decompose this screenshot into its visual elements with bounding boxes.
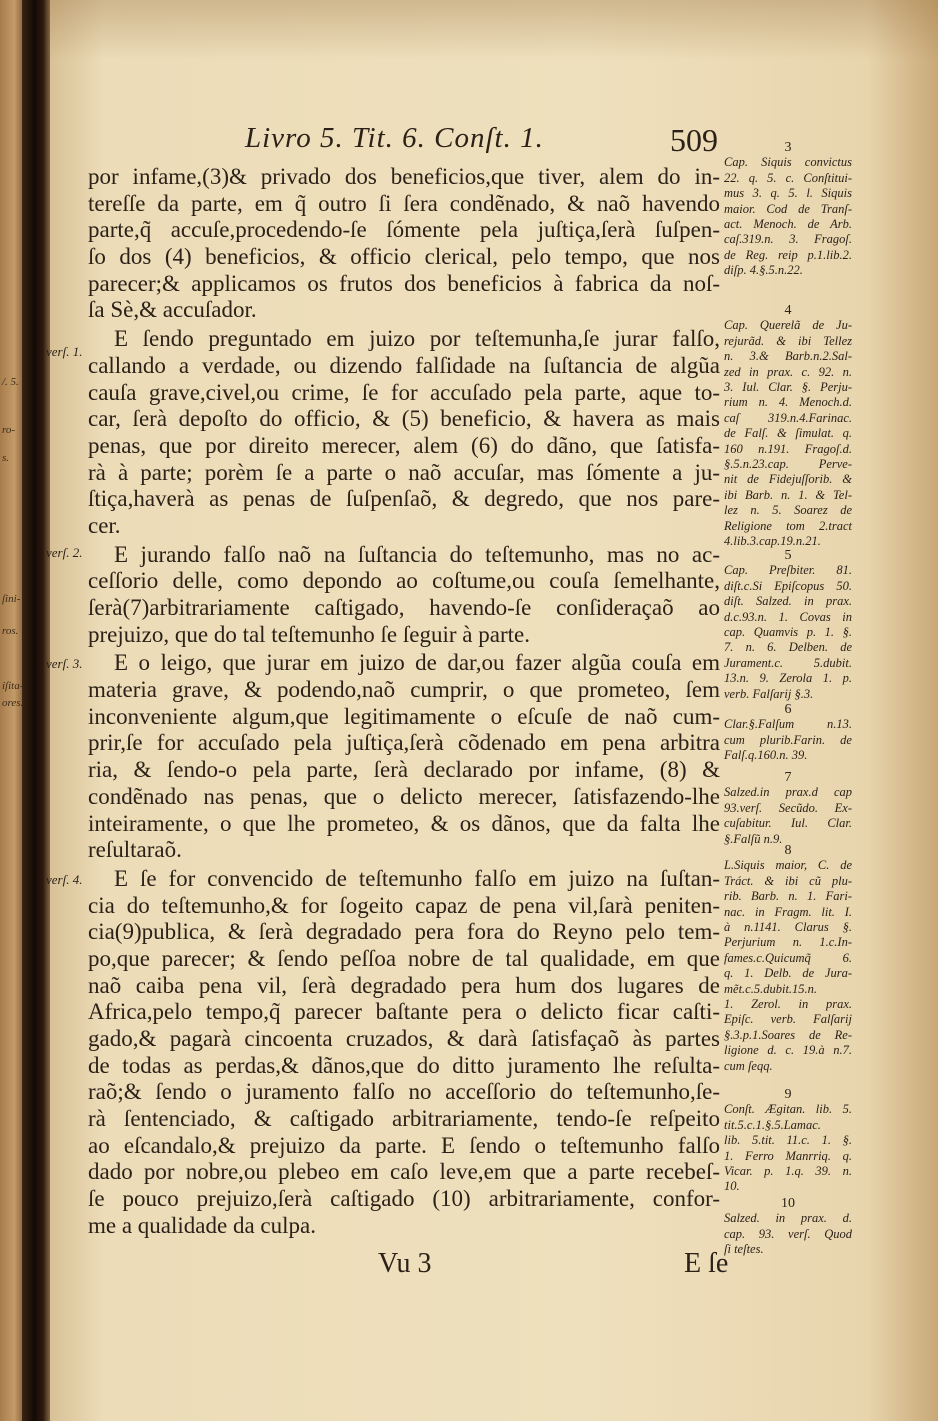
signature-mark: Vu 3 (378, 1248, 432, 1279)
text-line: po,que parecer; & ſendo peſſoa nobre de tal qualidade, em que (88, 945, 720, 971)
note-number: 6 (784, 702, 792, 717)
page-number: 509 (670, 122, 718, 158)
note-line: mẽt.c.5.dubit.15.n. (724, 981, 818, 996)
note-line: cum ſeqq. (724, 1058, 773, 1073)
text-line: inconveniente algum,que legitimamente o eſcuſe de naõ cum- (88, 703, 720, 729)
note-line: diſt.c.Si Epiſcopus 50. (724, 578, 852, 593)
text-line: E jurando falſo naõ na ſuſtancia do teſtemunho, mas no ac- (114, 541, 720, 567)
text-line: rà à parte; porèm ſe a parte o naõ accuſar, mas ſómente a ju- (88, 459, 720, 485)
note-line: act. Menoch. de Arb. (724, 217, 852, 232)
note-line: zed in prax. c. 92. n. (724, 364, 852, 379)
text-line: rà ſentenciado, & caſtigado arbitrariamente, tendo-ſe reſpeito (88, 1106, 720, 1132)
text-line: cia(9)publica, & ſerà degradado pera fora do Reyno pelo tem- (88, 919, 720, 945)
note-number: 8 (784, 843, 792, 858)
facing-page-text-fragment: ſini- (2, 593, 21, 605)
book-gutter (22, 0, 52, 1421)
facing-page-edge (0, 0, 24, 1421)
marginal-note (724, 1087, 852, 1195)
note-line: de Falſ. & ſimulat. q. (724, 426, 852, 441)
note-line: Conſt. Ægitan. lib. 5. (724, 1102, 852, 1117)
facing-page-text-fragment: ros. (2, 625, 19, 637)
versicle-marker: verſ. 3. (46, 656, 83, 671)
note-line: §.3.p.1.Soares de Re- (724, 1027, 852, 1042)
text-line: cer. (88, 512, 121, 538)
note-line: rium n. 4. Menoch.d. (724, 395, 852, 410)
marginal-note (724, 303, 852, 550)
text-line: car, ſerà depoſto do officio, & (5) beneficio, & havera as mais (88, 406, 720, 432)
note-line: cap. 93. verſ. Quod (724, 1226, 852, 1241)
running-title: Livro 5. Tit. 6. Conſt. 1. (245, 122, 544, 154)
note-line: diſt. Salzed. in prax. (724, 594, 852, 609)
text-line: materia grave, & podendo,naõ cumprir, o que prometeo, ſem (88, 677, 720, 703)
paragraph (88, 866, 720, 1240)
note-line: Salzed. in prax. d. (724, 1211, 852, 1226)
note-line: d.c.93.n. 1. Covas in (724, 609, 852, 624)
note-line: nit de Fidejuſſorib. & (724, 472, 852, 487)
note-line: cap. Quamvis p. 1. §. (724, 625, 852, 640)
note-line: 3. Iul. Clar. §. Perju- (724, 380, 852, 395)
paragraph (88, 164, 720, 324)
note-line: 10. (724, 1179, 740, 1194)
note-line: Salzed.in prax.d cap (724, 785, 852, 800)
note-line: ligione d. c. 19.à n.7. (724, 1043, 852, 1058)
text-line: E ſendo preguntado em juizo por teſtemunha,ſe jurar falſo, (114, 326, 720, 352)
note-line: lib. 5.tit. 11.c. 1. §. (724, 1133, 852, 1148)
text-line: prir,ſe for accuſado pela juſtiça,ſerà cõdenado em pena arbitra (88, 730, 720, 756)
note-number: 9 (784, 1087, 792, 1102)
note-line: q. 1. Delb. de Jura- (724, 966, 852, 981)
text-line: callando a verdade, ou dizendo falſidade na ſuſtancia de algũa (88, 352, 720, 378)
note-line: Tráct. & ibi cũ plu- (724, 873, 852, 888)
marginal-note (724, 702, 852, 764)
catchword: E ſe (684, 1248, 729, 1279)
text-line: reſultaraõ. (88, 837, 182, 863)
note-line: 1. Zerol. in prax. (724, 997, 852, 1012)
versicle-marker: verſ. 4. (46, 872, 83, 887)
note-line: 22. q. 5. c. Conſtitui- (724, 170, 852, 185)
note-line: à n.1141. Clarus §. (724, 920, 852, 935)
text-line: cauſa grave,civel,ou crime, ſe for accuſado pela parte, aque to- (88, 379, 720, 405)
text-line: Africa,pelo tempo,q̃ parecer baſtante pera o delicto ficar caſti- (88, 999, 720, 1025)
page-top-shade (50, 0, 938, 60)
note-line: Vicar. p. 1.q. 39. n. (724, 1164, 852, 1179)
versicle-marker: verſ. 1. (46, 344, 83, 359)
note-line: maior. Cod de Tranſ- (724, 201, 852, 216)
note-line: caſ 319.n.4.Farinac. (724, 410, 852, 425)
text-line: naõ caiba pena vil, ſerà degradado pera hum dos lugares de (88, 972, 720, 998)
note-line: Cap. Preſbiter. 81. (724, 563, 852, 578)
note-line: lez n. 5. Soarez de (724, 503, 852, 518)
marginal-note (724, 843, 852, 1074)
text-line: ceſſorio delle, como depondo ao coſtume,ou couſa ſemelhante, (88, 568, 720, 594)
text-line: parecer;& applicamos os frutos dos beneficios à fabrica da noſ- (88, 270, 720, 296)
text-line: ſo dos (4) beneficios, & officio clerical, pelo tempo, que nos (88, 244, 720, 270)
text-line: me a qualidade da culpa. (88, 1212, 316, 1238)
note-line: Falſ.q.160.n. 39. (724, 748, 808, 763)
note-line: 1. Ferro Manrriq. q. (724, 1148, 852, 1163)
note-line: 13.n. 9. Zerola 1. p. (724, 671, 852, 686)
note-line: verb. Falſarij §.3. (724, 686, 814, 701)
note-line: Perjurium n. 1.c.In- (724, 935, 852, 950)
note-line: 93.verſ. Secũdo. Ex- (724, 800, 852, 815)
note-number: 4 (784, 303, 792, 318)
paragraph (88, 650, 720, 864)
text-line: gado,& pagarà cincoenta cruzados, & darà ſatisfaçaõ às partes (88, 1026, 720, 1051)
note-line: cum plurib.Farin. de (724, 732, 852, 747)
text-line: tereſſe da parte, em q̃ outro ſi ſera condẽnado, & naõ havendo (88, 190, 720, 216)
note-line: 4.lib.3.cap.19.n.21. (724, 534, 821, 549)
note-line: nac. in Fragm. lit. I. (724, 904, 852, 919)
facing-page-text-fragment: iſita- (2, 680, 24, 692)
text-line: ao eſcandalo,& prejuizo da parte. E ſendo o teſtemunho falſo (88, 1132, 720, 1158)
note-line: Clar.§.Falſum n.13. (724, 717, 852, 732)
marginal-note (724, 140, 852, 279)
note-line: tit.5.c.1.§.5.Lamac. (724, 1117, 821, 1132)
text-line: ria, & ſendo-o pela parte, ſerà declarado por infame, (8) & (88, 757, 720, 783)
note-line: 7. n. 6. Delben. de (724, 640, 852, 655)
marginal-note (724, 1196, 852, 1258)
facing-page-text-fragment: /. 5. (2, 376, 19, 388)
note-line: Cap. Querelã de Ju- (724, 318, 852, 333)
note-line: cuſabitur. Iul. Clar. (724, 816, 852, 831)
text-line: por infame,(3)& privado dos beneficios,que tiver, alem do in- (88, 164, 720, 189)
note-line: n. 3.& Barb.n.2.Sal- (724, 349, 852, 364)
note-number: 7 (784, 770, 792, 785)
text-line: raõ;& ſendo o juramento falſo no acceſſorio do teſtemunho,ſe- (88, 1079, 720, 1105)
note-line: §.Falſũ n.9. (724, 831, 783, 846)
text-line: ſtiça,haverà as penas de ſuſpenſaõ, & degredo, que nos pare- (88, 486, 720, 512)
note-line: rejurãd. & ibi Tellez (724, 333, 852, 348)
note-line: fames.c.Quicumq̃ 6. (724, 950, 852, 965)
text-line: prejuizo, que do tal teſtemunho ſe ſeguir à parte. (88, 621, 530, 647)
text-line: ſa Sè,& accuſador. (88, 297, 257, 323)
facing-page-text-fragment: s. (2, 452, 10, 464)
note-line: rib. Barb. n. 1. Fari- (724, 889, 852, 904)
note-line: caſ.319.n. 3. Fragoſ. (724, 232, 852, 247)
note-line: Religione tom 2.tract (724, 518, 852, 533)
versicle-marker: verſ. 2. (46, 545, 83, 560)
facing-page-text-fragment: ores. (2, 697, 24, 709)
note-number: 10 (781, 1196, 795, 1211)
note-line: Cap. Siquis convictus (724, 155, 852, 170)
text-line: parte,q̃ accuſe,procedendo-ſe ſómente pela juſtiça,ſerà ſuſpen- (88, 217, 720, 243)
marginal-note (724, 770, 852, 847)
text-line: E o leigo, que jurar em juizo de dar,ou fazer algũa couſa em (114, 650, 720, 676)
paragraph (88, 326, 720, 540)
note-line: ibi Barb. n. 1. & Tel- (724, 487, 852, 502)
text-line: cia do teſtemunho,& for ſogeito capaz de pena vil,ſarà peniten- (88, 892, 720, 918)
facing-page-text-fragment: ro- (2, 424, 16, 436)
note-line: mus 3. q. 5. l. Siquis (724, 186, 852, 201)
note-line: ſi teſtes. (724, 1242, 764, 1257)
text-line: ſe pouco prejuizo,ſerà caſtigado (10) arbitrariamente, confor- (88, 1186, 720, 1212)
note-line: §.5.n.23.cap. Perve- (724, 457, 852, 472)
note-line: diſp. 4.§.5.n.22. (724, 263, 803, 278)
paragraph (88, 542, 720, 649)
note-line: L.Siquis maior, C. de (724, 858, 852, 873)
text-line: penas, que por direito merecer, alem (6) do dãno, que ſatisfa- (88, 432, 720, 458)
note-number: 5 (784, 548, 792, 563)
text-line: ſerà(7)arbitrariamente caſtigado, havendo-ſe conſideraçaõ ao (88, 595, 720, 620)
text-line: de todas as perdas,& dãnos,que do ditto juramento lhe reſulta- (88, 1052, 720, 1078)
text-line: E ſe for convencido de teſtemunho falſo em juizo na ſuſtan- (114, 865, 720, 891)
marginal-note (724, 548, 852, 702)
text-line: inteiramente, o que lhe prometeo, & os dãnos, que da falta lhe (88, 810, 720, 836)
text-line: dado por nobre,ou plebeo em caſo leve,em que a parte recebeſ- (88, 1159, 720, 1185)
note-line: de Reg. reip p.1.lib.2. (724, 247, 852, 262)
note-line: Epiſc. verb. Falſarij (724, 1012, 852, 1027)
main-text-column (88, 164, 720, 1242)
text-line: condẽnado nas penas, que o delicto merecer, ſatisfazendo-lhe (88, 783, 720, 809)
note-number: 3 (784, 140, 792, 155)
note-line: 160 n.191. Fragoſ.d. (724, 441, 852, 456)
note-line: Jurament.c. 5.dubit. (724, 655, 852, 670)
